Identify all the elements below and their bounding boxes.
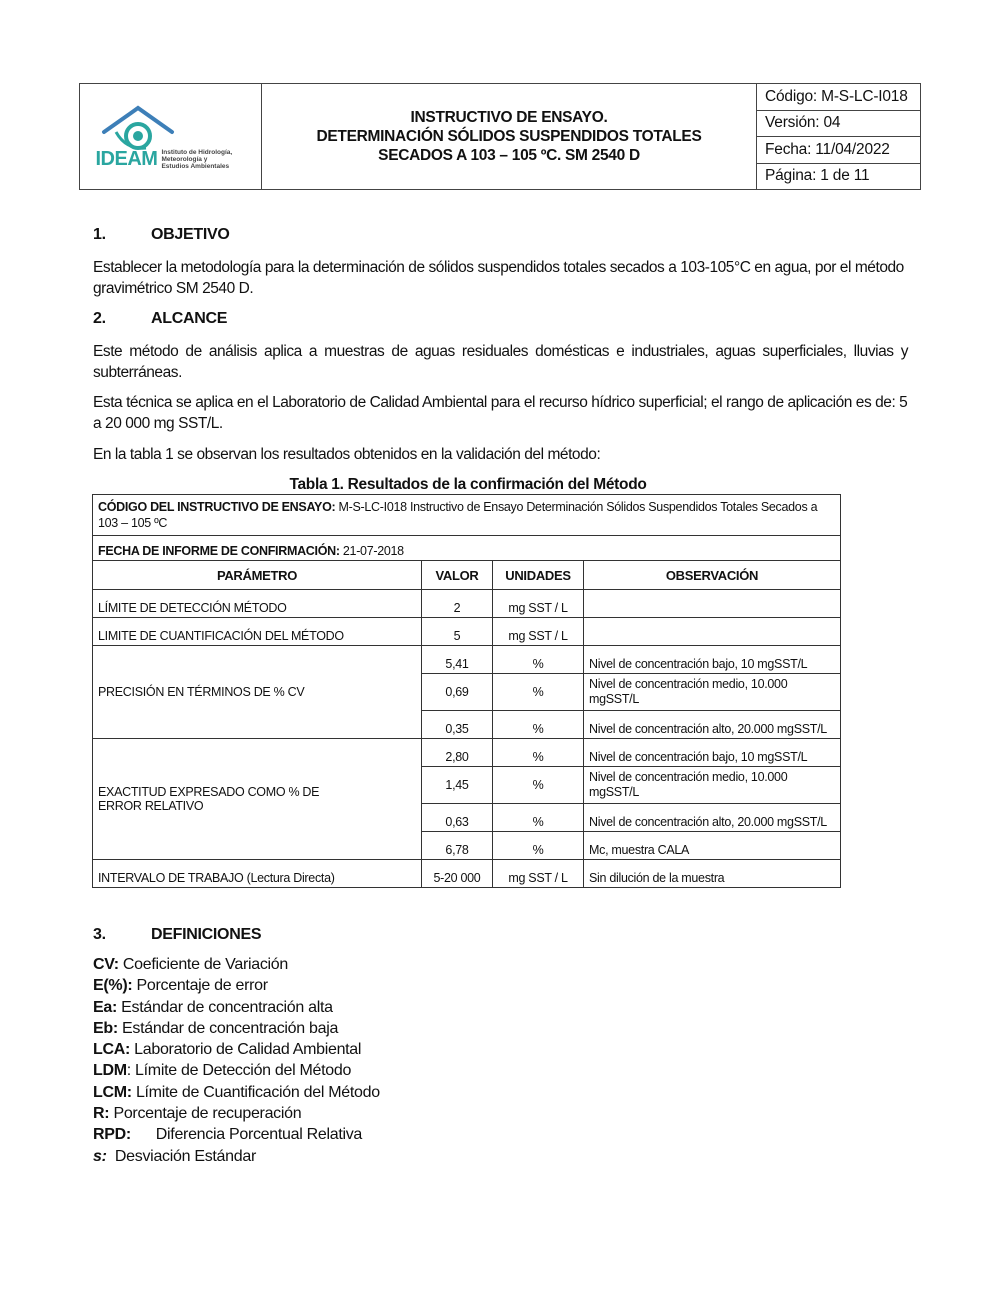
column-header-unidades: UNIDADES [493,561,584,590]
definition-term: Ea: [93,998,117,1016]
section-title: DEFINICIONES [151,926,262,943]
section-heading-alcance [93,310,227,328]
meta-version: Versión: 04 [757,111,920,138]
valor-cell: 5,41 [422,646,493,674]
valor-cell: 6,78 [422,832,493,860]
definition-item [93,1146,380,1167]
obs-cell [584,590,841,618]
obs-cell: Mc, muestra CALA [584,832,841,860]
definition-text: Diferencia Porcentual Relativa [130,1126,363,1144]
obs-cell: Nivel de concentración alto, 20.000 mgSST/L [584,711,841,739]
date-value: 21-07-2018 [339,544,404,558]
section-heading-definiciones [93,926,261,944]
definition-term: CV: [93,956,119,973]
code-cell [93,495,841,536]
column-header-valor: VALOR [422,561,493,590]
unidades-cell: % [493,674,584,711]
unidades-cell: % [493,711,584,739]
param-cell: EXACTITUD EXPRESADO COMO % DE ERROR RELATIVO [93,739,422,860]
definition-term: LCM: [93,1083,132,1101]
section-number: 1. [93,226,106,243]
definition-text: Desviación Estándar [106,1147,256,1165]
definition-item [93,1103,380,1124]
document-meta [757,84,920,189]
valor-cell: 2,80 [422,739,493,767]
obs-cell [584,618,841,646]
title-line: DETERMINACIÓN SÓLIDOS SUSPENDIDOS TOTALES [316,128,702,145]
definition-term: E(%): [93,977,133,995]
meta-fecha: Fecha: 11/04/2022 [757,137,920,164]
obs-cell: Nivel de concentración bajo, 10 mgSST/L [584,739,841,767]
valor-cell: 2 [422,590,493,618]
alcance-paragraph-2: Esta técnica se aplica en el Laboratorio de Calidad Ambiental para el recurso hídrico superficial; el rango de aplicación es de: 5 a 20 000 mg SST/L. [93,394,908,432]
valor-cell: 0,69 [422,674,493,711]
table-row [93,739,841,767]
definitions-list [93,954,380,1167]
definition-term: Eb: [93,1019,118,1037]
definition-text: Límite de Cuantificación del Método [131,1083,380,1101]
unidades-cell: % [493,739,584,767]
meta-codigo: Código: M-S-LC-I018 [757,84,920,111]
table-row [93,646,841,674]
table-header-row [93,561,841,590]
param-cell: LÍMITE DE DETECCIÓN MÉTODO [93,590,422,618]
definition-item [93,975,380,996]
param-cell: LIMITE DE CUANTIFICACIÓN DEL MÉTODO [93,618,422,646]
table-row [93,860,841,888]
unidades-cell: % [493,767,584,804]
definition-term: RPD: [93,1126,131,1144]
definition-term: LCA: [93,1041,131,1059]
title-line: INSTRUCTIVO DE ENSAYO. [410,109,608,126]
title-line: SECADOS A 103 – 105 ºC. SM 2540 D [378,147,640,164]
obs-cell: Sin dilución de la muestra [584,860,841,888]
results-table [92,494,841,888]
definition-term: LDM [93,1062,127,1080]
section-heading-objetivo [93,226,230,244]
valor-cell: 5-20 000 [422,860,493,888]
definition-item [93,1124,380,1145]
param-cell: INTERVALO DE TRABAJO (Lectura Directa) [93,860,422,888]
column-header-parametro: PARÁMETRO [93,561,422,590]
logo-cell [80,84,262,189]
table-row [93,590,841,618]
valor-cell: 5 [422,618,493,646]
definition-text: Laboratorio de Calidad Ambiental [130,1041,362,1059]
definition-text: Porcentaje de recuperación [109,1105,302,1123]
definition-item [93,1060,380,1081]
unidades-cell: mg SST / L [493,590,584,618]
definition-item [93,954,380,975]
definition-item [93,1018,380,1039]
unidades-cell: % [493,646,584,674]
obs-cell: Nivel de concentración alto, 20.000 mgSST/L [584,804,841,832]
document-title [262,84,757,189]
definition-item [93,997,380,1018]
section-number: 3. [93,926,106,943]
table-row-date [93,536,841,561]
code-label: CÓDIGO DEL INSTRUCTIVO DE ENSAYO: [98,500,336,514]
definition-term: s: [93,1147,107,1165]
logo-subtitle-line: Estudios Ambientales [161,163,230,170]
valor-cell: 0,35 [422,711,493,739]
code-value: M-S-LC-I018 Instructivo de Ensayo Determinación Sólidos Suspendidos Totales Secados a 103 – 105 ºC [98,500,818,530]
alcance-paragraph-1: Este método de análisis aplica a muestras de aguas residuales domésticas e industriales, aguas superficiales, lluvias y subterráneas. [93,343,908,381]
alcance-paragraph-3: En la tabla 1 se observan los resultados obtenidos en la validación del método: [93,446,601,463]
logo-subtitle-line: Meteorología y [161,156,208,163]
definition-item [93,1082,380,1103]
section-number: 2. [93,310,106,327]
definition-text: : Límite de Detección del Método [126,1062,352,1080]
unidades-cell: mg SST / L [493,618,584,646]
obs-cell: Nivel de concentración bajo, 10 mgSST/L [584,646,841,674]
definition-text: Porcentaje de error [132,977,268,995]
logo-wordmark: IDEAM [95,148,158,170]
ideam-logo [96,102,246,171]
objetivo-text: Establecer la metodología para la determinación de sólidos suspendidos totales secados a 103-105°C en agua, por el método gravimétrico SM 2540 D. [93,259,904,297]
definition-text: Coeficiente de Variación [118,956,288,973]
date-cell [93,536,841,561]
valor-cell: 0,63 [422,804,493,832]
definition-text: Estándar de concentración alta [117,998,333,1016]
column-header-observacion: OBSERVACIÓN [584,561,841,590]
obs-cell: Nivel de concentración medio, 10.000 mgSST/L [584,674,841,711]
table-row-code [93,495,841,536]
definition-term: R: [93,1105,110,1123]
ideam-emblem-icon [96,102,246,150]
section-title: ALCANCE [151,310,228,327]
date-label: FECHA DE INFORME DE CONFIRMACIÓN: [98,544,340,558]
definition-item [93,1039,380,1060]
definition-text: Estándar de concentración baja [117,1019,339,1037]
valor-cell: 1,45 [422,767,493,804]
table-caption: Tabla 1. Resultados de la confirmación del Método [289,476,647,493]
obs-cell: Nivel de concentración medio, 10.000 mgSST/L [584,767,841,804]
document-header [79,83,921,190]
unidades-cell: mg SST / L [493,860,584,888]
unidades-cell: % [493,832,584,860]
unidades-cell: % [493,804,584,832]
logo-subtitle [161,149,232,170]
logo-subtitle-line: Instituto de Hidrología, [161,149,233,156]
table-row [93,618,841,646]
param-cell: PRECISIÓN EN TÉRMINOS DE % CV [93,646,422,739]
section-title: OBJETIVO [151,226,230,243]
meta-pagina: Página: 1 de 11 [765,167,870,185]
